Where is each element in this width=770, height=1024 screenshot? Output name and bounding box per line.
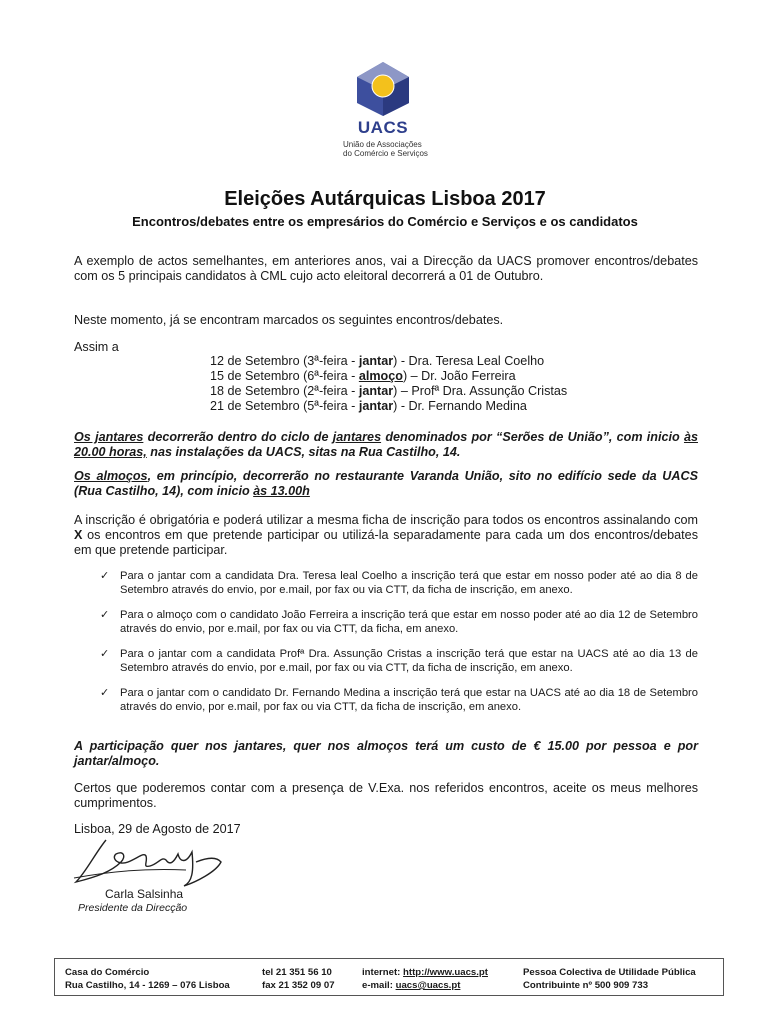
jantares-paragraph: Os jantares decorrerão dentro do ciclo de jantares denominados por “Serões de União”, com inicio às 20.00 horas, nas instalações da UACS, sitas na Rua Castilho, 14. [74, 430, 698, 459]
footer-entity: Pessoa Colectiva de Utilidade Pública [523, 967, 696, 978]
signer-role: Presidente da Direcção [78, 902, 188, 914]
footer-tel: tel 21 351 56 10 [262, 967, 332, 978]
scheduled-text: Neste momento, já se encontram marcados os seguintes encontros/debates. [74, 313, 504, 327]
footer-address-col [65, 966, 230, 992]
almocos-paragraph: Os almoços, em princípio, decorrerão no restaurante Varanda União, sito no edifício sede da UACS (Rua Castilho, 14), com inicio às 13.00h [74, 469, 698, 498]
check-icon: ✓ [100, 648, 110, 660]
document-title: Eleições Autárquicas Lisboa 2017 [224, 188, 546, 210]
footer-box [54, 958, 724, 996]
footer-internet: internet: http://www.uacs.pt [362, 967, 488, 978]
deadline-list [100, 569, 698, 725]
footer-org: Casa do Comércio [65, 967, 150, 978]
list-item: ✓ Para o jantar com a candidata Profª Dra. Assunção Cristas a inscrição terá que estar na UACS até ao dia 13 de Setembro através do envio, por e.mail, por fax ou via CTT, da ficha de inscrição, em anexo. [100, 648, 698, 674]
cost-paragraph: A participação quer nos jantares, quer nos almoços terá um custo de € 15.00 por pessoa e por jantar/almoço. [74, 739, 698, 768]
footer-web-col [362, 966, 488, 992]
inscricao-paragraph: A inscrição é obrigatória e poderá utilizar a mesma ficha de inscrição para todos os encontros assinalando com X os encontros em que pretende participar ou utilizá-la separadamente para cada um dos encontros/debates em que pretende participar. [74, 513, 698, 557]
logo-subtitle [343, 140, 433, 158]
document-subtitle: Encontros/debates entre os empresários do Comércio e Serviços e os candidatos [132, 214, 638, 229]
place-date: Lisboa, 29 de Agosto de 2017 [74, 822, 241, 836]
intro-paragraph: A exemplo de actos semelhantes, em anteriores anos, vai a Direcção da UACS promover encontros/debates com os 5 principais candidatos à CML cujo acto eleitoral decorrerá a 01 de Outubro. [74, 254, 698, 283]
uacs-emblem-icon [355, 60, 411, 118]
footer-phone-col [262, 966, 335, 992]
logo-name: UACS [357, 118, 409, 137]
schedule-list [210, 354, 567, 414]
footer-nif: Contribuinte nº 500 909 733 [523, 980, 649, 991]
logo-subtitle-line1: União de Associações [343, 140, 422, 149]
check-icon: ✓ [100, 687, 110, 699]
schedule-item: 12 de Setembro (3ª-feira - jantar) - Dra. Teresa Leal Coelho [210, 354, 545, 368]
footer-address: Rua Castilho, 14 - 1269 – 076 Lisboa [65, 980, 230, 991]
footer-entity-col [523, 966, 696, 992]
signer-name: Carla Salsinha [105, 887, 184, 901]
check-icon: ✓ [100, 570, 110, 582]
website-link[interactable]: http://www.uacs.pt [403, 967, 488, 978]
assim-text: Assim a [74, 340, 119, 354]
uacs-logo [338, 60, 428, 165]
footer-email: e-mail: uacs@uacs.pt [362, 980, 461, 991]
list-item: ✓ Para o jantar com o candidato Dr. Fernando Medina a inscrição terá que estar na UACS até ao dia 18 de Setembro através do envio, por e.mail, por fax ou via CTT, da ficha de inscrição, em anexo. [100, 687, 698, 713]
schedule-item: 18 de Setembro (2ª-feira - jantar) – Profª Dra. Assunção Cristas [210, 384, 568, 398]
signature-icon [66, 832, 226, 892]
schedule-item: 15 de Setembro (6ª-feira - almoço) – Dr. João Ferreira [210, 369, 516, 383]
closing-paragraph: Certos que poderemos contar com a presença de V.Exa. nos referidos encontros, aceite os meus melhores cumprimentos. [74, 781, 698, 810]
footer-fax: fax 21 352 09 07 [262, 980, 335, 991]
list-item: ✓ Para o jantar com a candidata Dra. Teresa leal Coelho a inscrição terá que estar em nosso poder até ao dia 8 de Setembro através do envio, por e.mail, por fax ou via CTT, da ficha de inscrição, em anexo. [100, 570, 698, 596]
schedule-item: 21 de Setembro (5ª-feira - jantar) - Dr. Fernando Medina [210, 399, 527, 413]
logo-subtitle-line2: do Comércio e Serviços [343, 149, 428, 158]
check-icon: ✓ [100, 609, 110, 621]
email-link[interactable]: uacs@uacs.pt [395, 980, 461, 991]
list-item: ✓ Para o almoço com o candidato João Ferreira a inscrição terá que estar em nosso poder até ao dia 12 de Setembro através do envio, por e.mail, por fax ou via CTT, da ficha, em anexo. [100, 609, 698, 635]
